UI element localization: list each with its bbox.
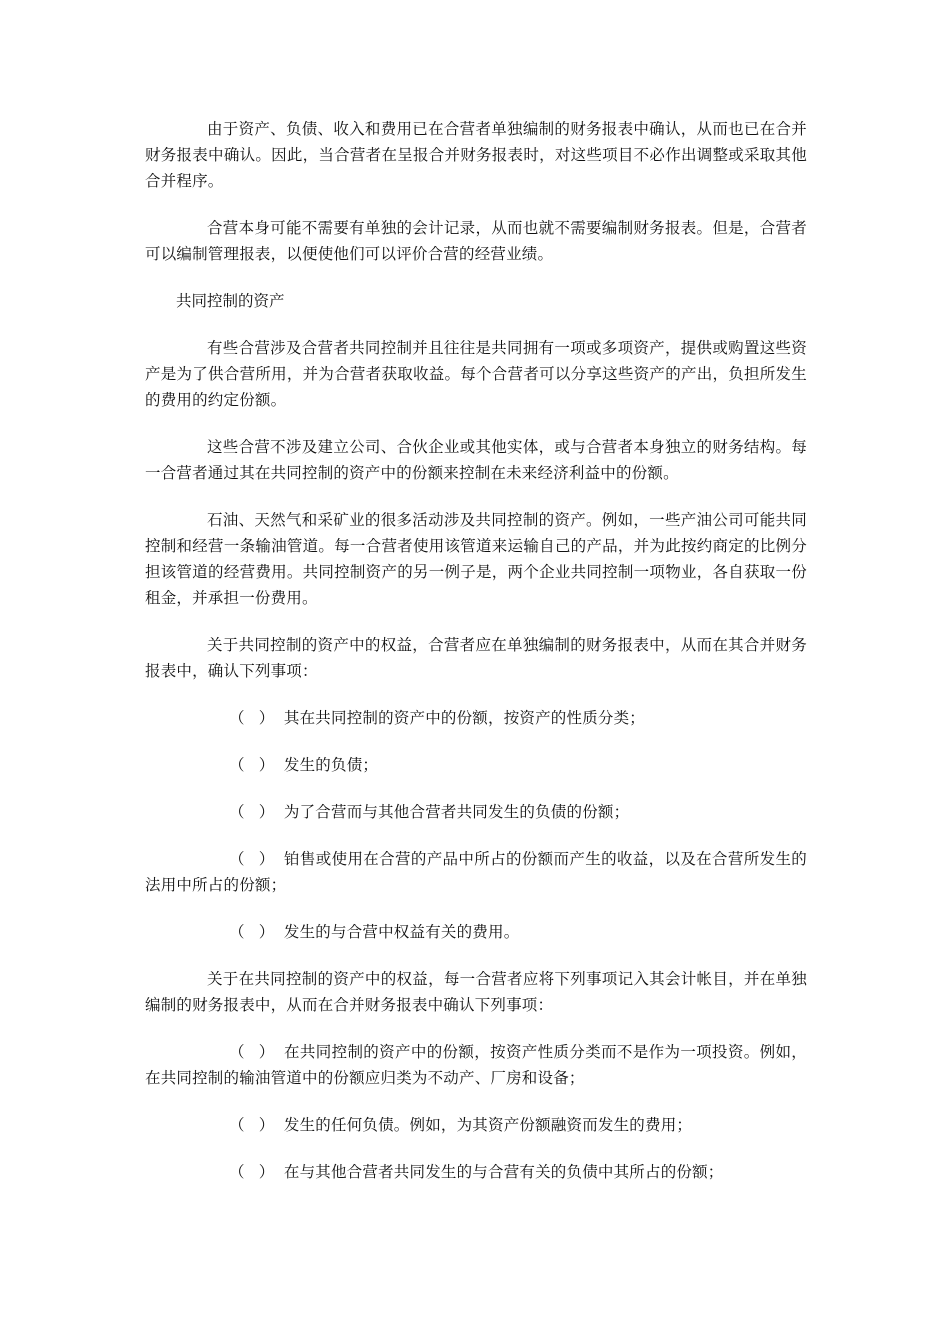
list-item-text: 为了合营而与其他合营者共同发生的负债的份额；	[283, 803, 630, 821]
list-item	[145, 1112, 807, 1138]
paragraph: 这些合营不涉及建立公司、合伙企业或其他实体，或与合营者本身独立的财务结构。每一合营者通过其在共同控制的资产中的份额来控制在未来经济利益中的份额。	[145, 438, 807, 482]
list-item	[145, 919, 807, 945]
list-item	[145, 1159, 807, 1185]
list-item-text: 铂售或使用在合营的产品中所占的份额而产生的收益，以及在合营所发生的法用中所占的份额；	[145, 850, 807, 894]
list-item	[145, 705, 807, 731]
list-marker: （ ）	[229, 1043, 279, 1061]
list-item	[145, 752, 807, 778]
paragraph: 由于资产、负债、收入和费用已在合营者单独编制的财务报表中确认，从而也已在合并财务报表中确认。因此，当合营者在呈报合并财务报表时，对这些项目不必作出调整或采取其他合并程序。	[145, 120, 807, 190]
paragraph: 关于共同控制的资产中的权益，合营者应在单独编制的财务报表中，从而在其合并财务报表中，确认下列事项：	[145, 636, 807, 680]
list-item-text: 发生的任何负债。例如，为其资产份额融资而发生的费用；	[283, 1116, 693, 1134]
list-item-text: 在共同控制的资产中的份额，按资产性质分类而不是作为一项投资。例如，在共同控制的输油管道中的份额应归类为不动产、厂房和设备；	[145, 1043, 807, 1087]
paragraph: 合营本身可能不需要有单独的会计记录，从而也就不需要编制财务报表。但是，合营者可以编制管理报表，以便使他们可以评价合营的经营业绩。	[145, 219, 807, 263]
section-heading: 共同控制的资产	[176, 292, 285, 310]
list-marker: （ ）	[229, 756, 279, 774]
paragraph: 有些合营涉及合营者共同控制并且往往是共同拥有一项或多项资产，提供或购置这些资产是为了供合营所用，并为合营者获取收益。每个合营者可以分享这些资产的产出，负担所发生的费用的约定份额。	[145, 339, 807, 409]
list-marker: （ ）	[229, 803, 279, 821]
list-item-text: 发生的与合营中权益有关的费用。	[283, 923, 520, 941]
list-item-text: 在与其他合营者共同发生的与合营有关的负债中其所占的份额；	[283, 1163, 724, 1181]
list-item	[145, 846, 807, 898]
list-item-text: 其在共同控制的资产中的份额，按资产的性质分类；	[283, 709, 645, 727]
list-item	[145, 1039, 807, 1091]
list-marker: （ ）	[229, 850, 279, 868]
document-body	[145, 116, 807, 1206]
list-item-text: 发生的负债；	[283, 756, 379, 774]
paragraph: 石油、天然气和采矿业的很多活动涉及共同控制的资产。例如，一些产油公司可能共同控制和经营一条输油管道。每一合营者使用该管道来运输自己的产品，并为此按约商定的比例分担该管道的经营费用。共同控制资产的另一例子是，两个企业共同控制一项物业，各自获取一份租金，并承担一份费用。	[145, 511, 807, 607]
list-marker: （ ）	[229, 1163, 279, 1181]
list-marker: （ ）	[229, 1116, 279, 1134]
list-item	[145, 799, 807, 825]
list-marker: （ ）	[229, 709, 279, 727]
paragraph: 关于在共同控制的资产中的权益，每一合营者应将下列事项记入其会计帐目，并在单独编制的财务报表中，从而在合并财务报表中确认下列事项：	[145, 970, 807, 1014]
list-marker: （ ）	[229, 923, 279, 941]
